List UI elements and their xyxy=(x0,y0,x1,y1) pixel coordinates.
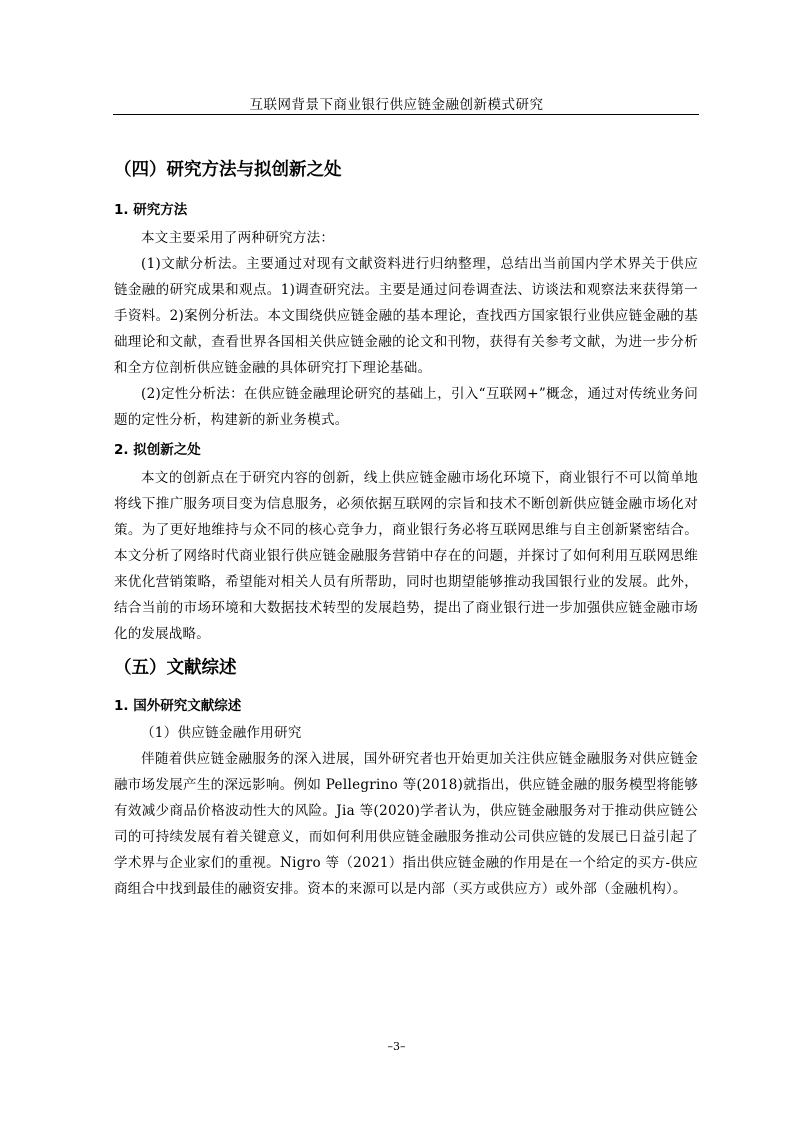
subheading-foreign-literature: 1. 国外研究文献综述 xyxy=(114,698,242,714)
paragraph-scf-role-title: （1）供应链金融作用研究 xyxy=(141,725,302,741)
page-body xyxy=(114,150,698,902)
section-heading-literature-review: （五）文献综述 xyxy=(114,658,237,678)
section-heading-research-methods: （四）研究方法与拟创新之处 xyxy=(114,160,342,180)
running-header: 互联网背景下商业银行供应链金融创新模式研究 xyxy=(249,97,544,113)
paragraph-innovations: 本文的创新点在于研究内容的创新，线上供应链金融市场化环境下，商业银行不可以简单地将线下推广服务项目变为信息服务，必须依据互联网的宗旨和技术不断创新供应链金融市场化对策。为了更好地维持与众不同的核心竞争力，商业银行务必将互联网思维与自主创新紧密结合。本文分析了网络时代商业银行供应链金融服务营销中存在的问题，并探讨了如何利用互联网思维来优化营销策略，希望能对相关人员有所帮助，同时也期望能够推动我国银行业的发展。此外，结合当前的市场环境和大数据技术转型的发展趋势，提出了商业银行进一步加强供应链金融市场化的发展战略。 xyxy=(114,470,698,642)
paragraph-foreign-research: 伴随着供应链金融服务的深入进展，国外研究者也开始更加关注供应链金融服务对供应链金融市场发展产生的深远影响。例如 Pellegrino 等(2018)就指出，供应链金融的服务模型将能够有效减少商品价格波动性大的风险。Jia 等(2020)学者认为，供应链金融服务对于推动供应链公司的可持续发展有着关键意义，而如何利用供应链金融服务推动公司供应链的发展已日益引起了学术界与企业家们的重视。Nigro 等（2021）指出供应链金融的作用是在一个给定的买方-供应商组合中找到最佳的融资安排。资本的来源可以是内部（买方或供应方）或外部（金融机构）。 xyxy=(114,751,698,897)
paragraph-literature-analysis: (1)文献分析法。主要通过对现有文献资料进行归纳整理，总结出当前国内学术界关于供应链金融的研究成果和观点。1)调查研究法。主要是通过问卷调查法、访谈法和观察法来获得第一手资料。2)案例分析法。本文围绕供应链金融的基本理论，查找西方国家银行业供应链金融的基础理论和文献，查看世界各国相关供应链金融的论文和刊物，获得有关参考文献，为进一步分析和全方位剖析供应链金融的具体研究打下理论基础。 xyxy=(114,256,698,376)
header-divider xyxy=(113,114,699,115)
page-number: –3– xyxy=(387,1040,406,1053)
paragraph-methods-intro: 本文主要采用了两种研究方法： xyxy=(141,230,335,246)
subheading-research-methods: 1. 研究方法 xyxy=(114,202,188,218)
subheading-innovations: 2. 拟创新之处 xyxy=(114,442,201,458)
paragraph-qualitative-analysis: (2)定性分析法：在供应链金融理论研究的基础上，引入“互联网+”概念，通过对传统业务问题的定性分析，构建新的新业务模式。 xyxy=(114,386,698,428)
